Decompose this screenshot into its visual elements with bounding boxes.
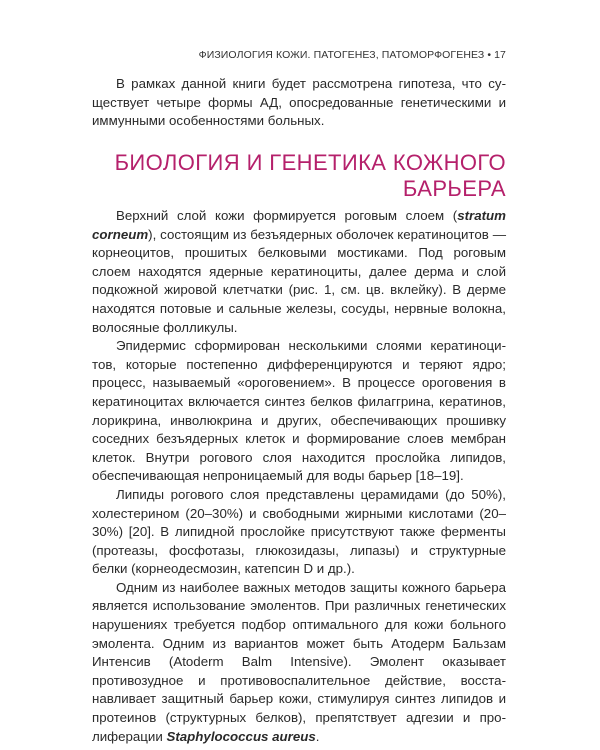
paragraph-emollients bbox=[92, 579, 506, 746]
intro-paragraph-block bbox=[92, 75, 506, 131]
page-number: 17 bbox=[494, 49, 506, 61]
paragraph-epidermis: Эпидермис сформирован несколькими слоями кератиноцитов, которые постепенно дифференцируются и теряют ядро; процесс, называемый «ороговением». В процессе ороговения в кератиноцитах включается синтез белков филаггрина, кератинов, лорикрина, инволюкрина и других, обеспечивающих прошивку соседних безъядерных клеток и формирование слоев мембран клеток. Внутри рогового слоя находится прослойка липидов, обеспечивающая непроницаемый для воды барьер [18–19]. bbox=[92, 338, 506, 484]
paragraph-lipids: Липиды рогового слоя представлены церамидами (до 50%), холестерином (20–30%) и свободными жирными кислотами (20–30%) [20]. В липидной прослойке присутствуют также ферменты (протеазы, фосфотазы, глюкозидазы, липазы) и структурные белки (корнеодесмозин, катепсин D и др.). bbox=[92, 486, 506, 577]
term-stratum-corneum: stratum corneum bbox=[92, 208, 506, 242]
paragraph-4-text-a: Одним из наиболее важных методов защиты кожного барьера является использование эмолентов. При различных генетических нарушениях требуется подбор оптимального для кожи больного эмолента. Одним из вариантов может быть Атодерм Бальзам Интенсив (Atoderm Balm Intensive). Эмолент оказывает противозудное и противовоспалительное действие, восстанавливает защитный барьер кожи, стимулируя синтез липидов и протеинов (структурных белков), препятствует адгезии и пролиферации bbox=[92, 579, 506, 744]
section-heading-line-1: БИОЛОГИЯ И ГЕНЕТИКА КОЖНОГО bbox=[114, 150, 506, 175]
intro-paragraph: В рамках данной книги будет рассмотрена гипотеза, что существует четыре формы АД, опосредованные генетическими и иммунными особенностями больных. bbox=[92, 76, 506, 129]
term-staphylococcus-aureus: Staphylococcus aureus bbox=[166, 728, 316, 744]
paragraph-4-text-b: . bbox=[315, 728, 320, 744]
book-page bbox=[92, 0, 506, 750]
paragraph-stratum-corneum bbox=[92, 207, 506, 337]
running-header bbox=[199, 49, 506, 61]
paragraph-1-text-b: ), состоящим из безъядерных оболочек кератиноцитов — корнеоцитов, прошитых белковыми мостиками. Под роговым слоем находятся ядерные кератиноциты, далее дерма и слой подкожной жировой клетчатки (рис. 1, см. цв. вклейку). В дерме находятся потовые и сальные железы, сосуды, нервные волокна, волосяные фолликулы. bbox=[92, 226, 506, 335]
section-heading-line-2: БАРЬЕРА bbox=[402, 176, 506, 201]
section-heading bbox=[92, 150, 506, 202]
body-text bbox=[92, 207, 506, 746]
running-header-separator: • bbox=[487, 49, 492, 61]
paragraph-1-text-a: Верхний слой кожи формируется роговым слоем ( bbox=[116, 208, 458, 223]
running-header-section: ФИЗИОЛОГИЯ КОЖИ. ПАТОГЕНЕЗ, ПАТОМОРФОГЕНЕЗ bbox=[198, 49, 485, 61]
